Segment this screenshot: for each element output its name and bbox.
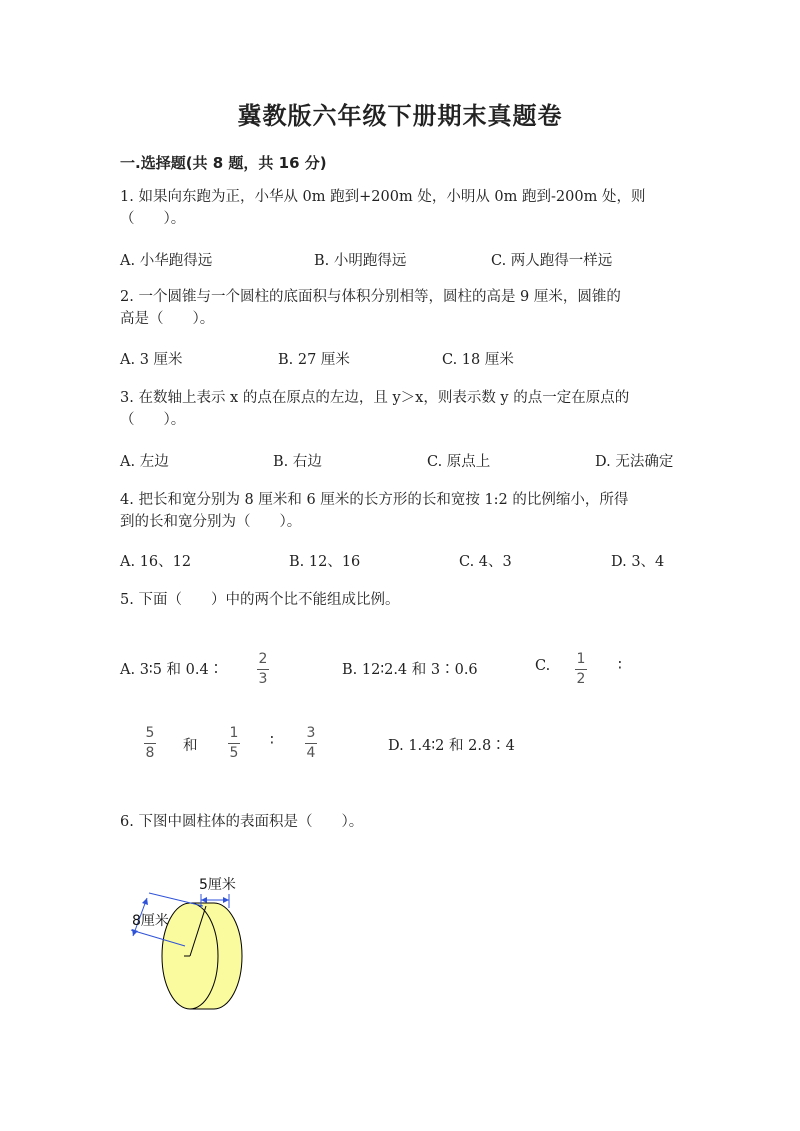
question-2-option-a[interactable]: A. 3 厘米 [120, 352, 183, 368]
question-3-line-1: 3. 在数轴上表示 x 的点在原点的左边，且 y＞x，则表示数 y 的点一定在原点的 [120, 390, 630, 406]
fraction-bar [575, 669, 587, 670]
question-4-option-d[interactable]: D. 3、4 [611, 554, 665, 570]
question-4-option-c[interactable]: C. 4、3 [459, 554, 512, 570]
radius-arrowhead-top [142, 898, 148, 905]
radius-label: 8厘米 [132, 913, 169, 929]
option-c-fraction-1 [575, 651, 587, 688]
option-c-fraction-2 [144, 725, 156, 762]
fraction-numerator: 5 [145, 725, 155, 741]
question-2-option-b[interactable]: B. 27 厘米 [278, 352, 350, 368]
question-6-text: 6. 下图中圆柱体的表面积是（ ）。 [120, 814, 364, 830]
option-a-fraction [257, 651, 269, 688]
fraction-denominator: 2 [576, 671, 586, 687]
height-label: 5厘米 [199, 877, 236, 893]
question-3-option-c[interactable]: C. 原点上 [427, 454, 491, 470]
fraction-bar [144, 743, 156, 744]
option-c-fraction-3 [228, 725, 240, 762]
question-3-option-a[interactable]: A. 左边 [120, 454, 169, 470]
fraction-numerator: 3 [306, 725, 316, 741]
height-arrowhead-left [201, 897, 207, 903]
radius-ext-top [149, 893, 203, 906]
height-arrowhead-right [223, 897, 229, 903]
question-4-text [120, 489, 628, 533]
fraction-numerator: 2 [258, 651, 268, 667]
question-2-line-2: 高是（ ）。 [120, 311, 215, 327]
fraction-denominator: 3 [258, 671, 268, 687]
section-heading: 一.选择题(共 8 题，共 16 分) [120, 154, 327, 172]
question-1-option-b[interactable]: B. 小明跑得远 [314, 253, 407, 269]
cylinder-figure [125, 870, 255, 1020]
question-5-text: 5. 下面（ ）中的两个比不能组成比例。 [120, 592, 400, 608]
fraction-denominator: 4 [306, 745, 316, 761]
question-2-option-c[interactable]: C. 18 厘米 [442, 352, 514, 368]
question-1-line-2: （ ）。 [120, 211, 186, 227]
ratio-colon: ∶ [618, 658, 622, 674]
fraction-numerator: 1 [229, 725, 239, 741]
question-3-text [120, 387, 629, 431]
question-4-option-a[interactable]: A. 16、12 [120, 554, 192, 570]
fraction-bar [305, 743, 317, 744]
fraction-denominator: 8 [145, 745, 155, 761]
question-5-option-d[interactable]: D. 1.4∶2 和 2.8∶4 [388, 738, 515, 754]
question-5-option-a[interactable]: A. 3∶5 和 0.4∶ [120, 662, 224, 678]
question-1-option-a[interactable]: A. 小华跑得远 [120, 253, 213, 269]
fraction-bar [257, 669, 269, 670]
page-title: 冀教版六年级下册期末真题卷 [237, 102, 563, 130]
question-2-line-1: 2. 一个圆锥与一个圆柱的底面积与体积分别相等，圆柱的高是 9 厘米，圆锥的 [120, 289, 621, 305]
ratio-colon: ∶ [270, 733, 274, 749]
fraction-bar [228, 743, 240, 744]
option-c-fraction-4 [305, 725, 317, 762]
question-2-text [120, 286, 621, 330]
radius-arrowhead-bottom [132, 929, 138, 936]
question-5-option-b[interactable]: B. 12∶2.4 和 3∶0.6 [342, 662, 478, 678]
and-word: 和 [183, 738, 198, 754]
question-3-option-b[interactable]: B. 右边 [273, 454, 322, 470]
question-1-text [120, 186, 645, 230]
question-4-line-2: 到的长和宽分别为（ ）。 [120, 514, 302, 530]
fraction-denominator: 5 [229, 745, 239, 761]
question-3-line-2: （ ）。 [120, 412, 186, 428]
question-3-option-d[interactable]: D. 无法确定 [595, 454, 674, 470]
question-4-option-b[interactable]: B. 12、16 [289, 554, 361, 570]
fraction-numerator: 1 [576, 651, 586, 667]
question-1-option-c[interactable]: C. 两人跑得一样远 [491, 253, 613, 269]
question-5-option-c-label[interactable]: C. [535, 658, 551, 674]
question-1-line-1: 1. 如果向东跑为正，小华从 0m 跑到+200m 处，小明从 0m 跑到-200m 处，则 [120, 189, 646, 205]
question-4-line-1: 4. 把长和宽分别为 8 厘米和 6 厘米的长方形的长和宽按 1:2 的比例缩小，所得 [120, 492, 629, 508]
